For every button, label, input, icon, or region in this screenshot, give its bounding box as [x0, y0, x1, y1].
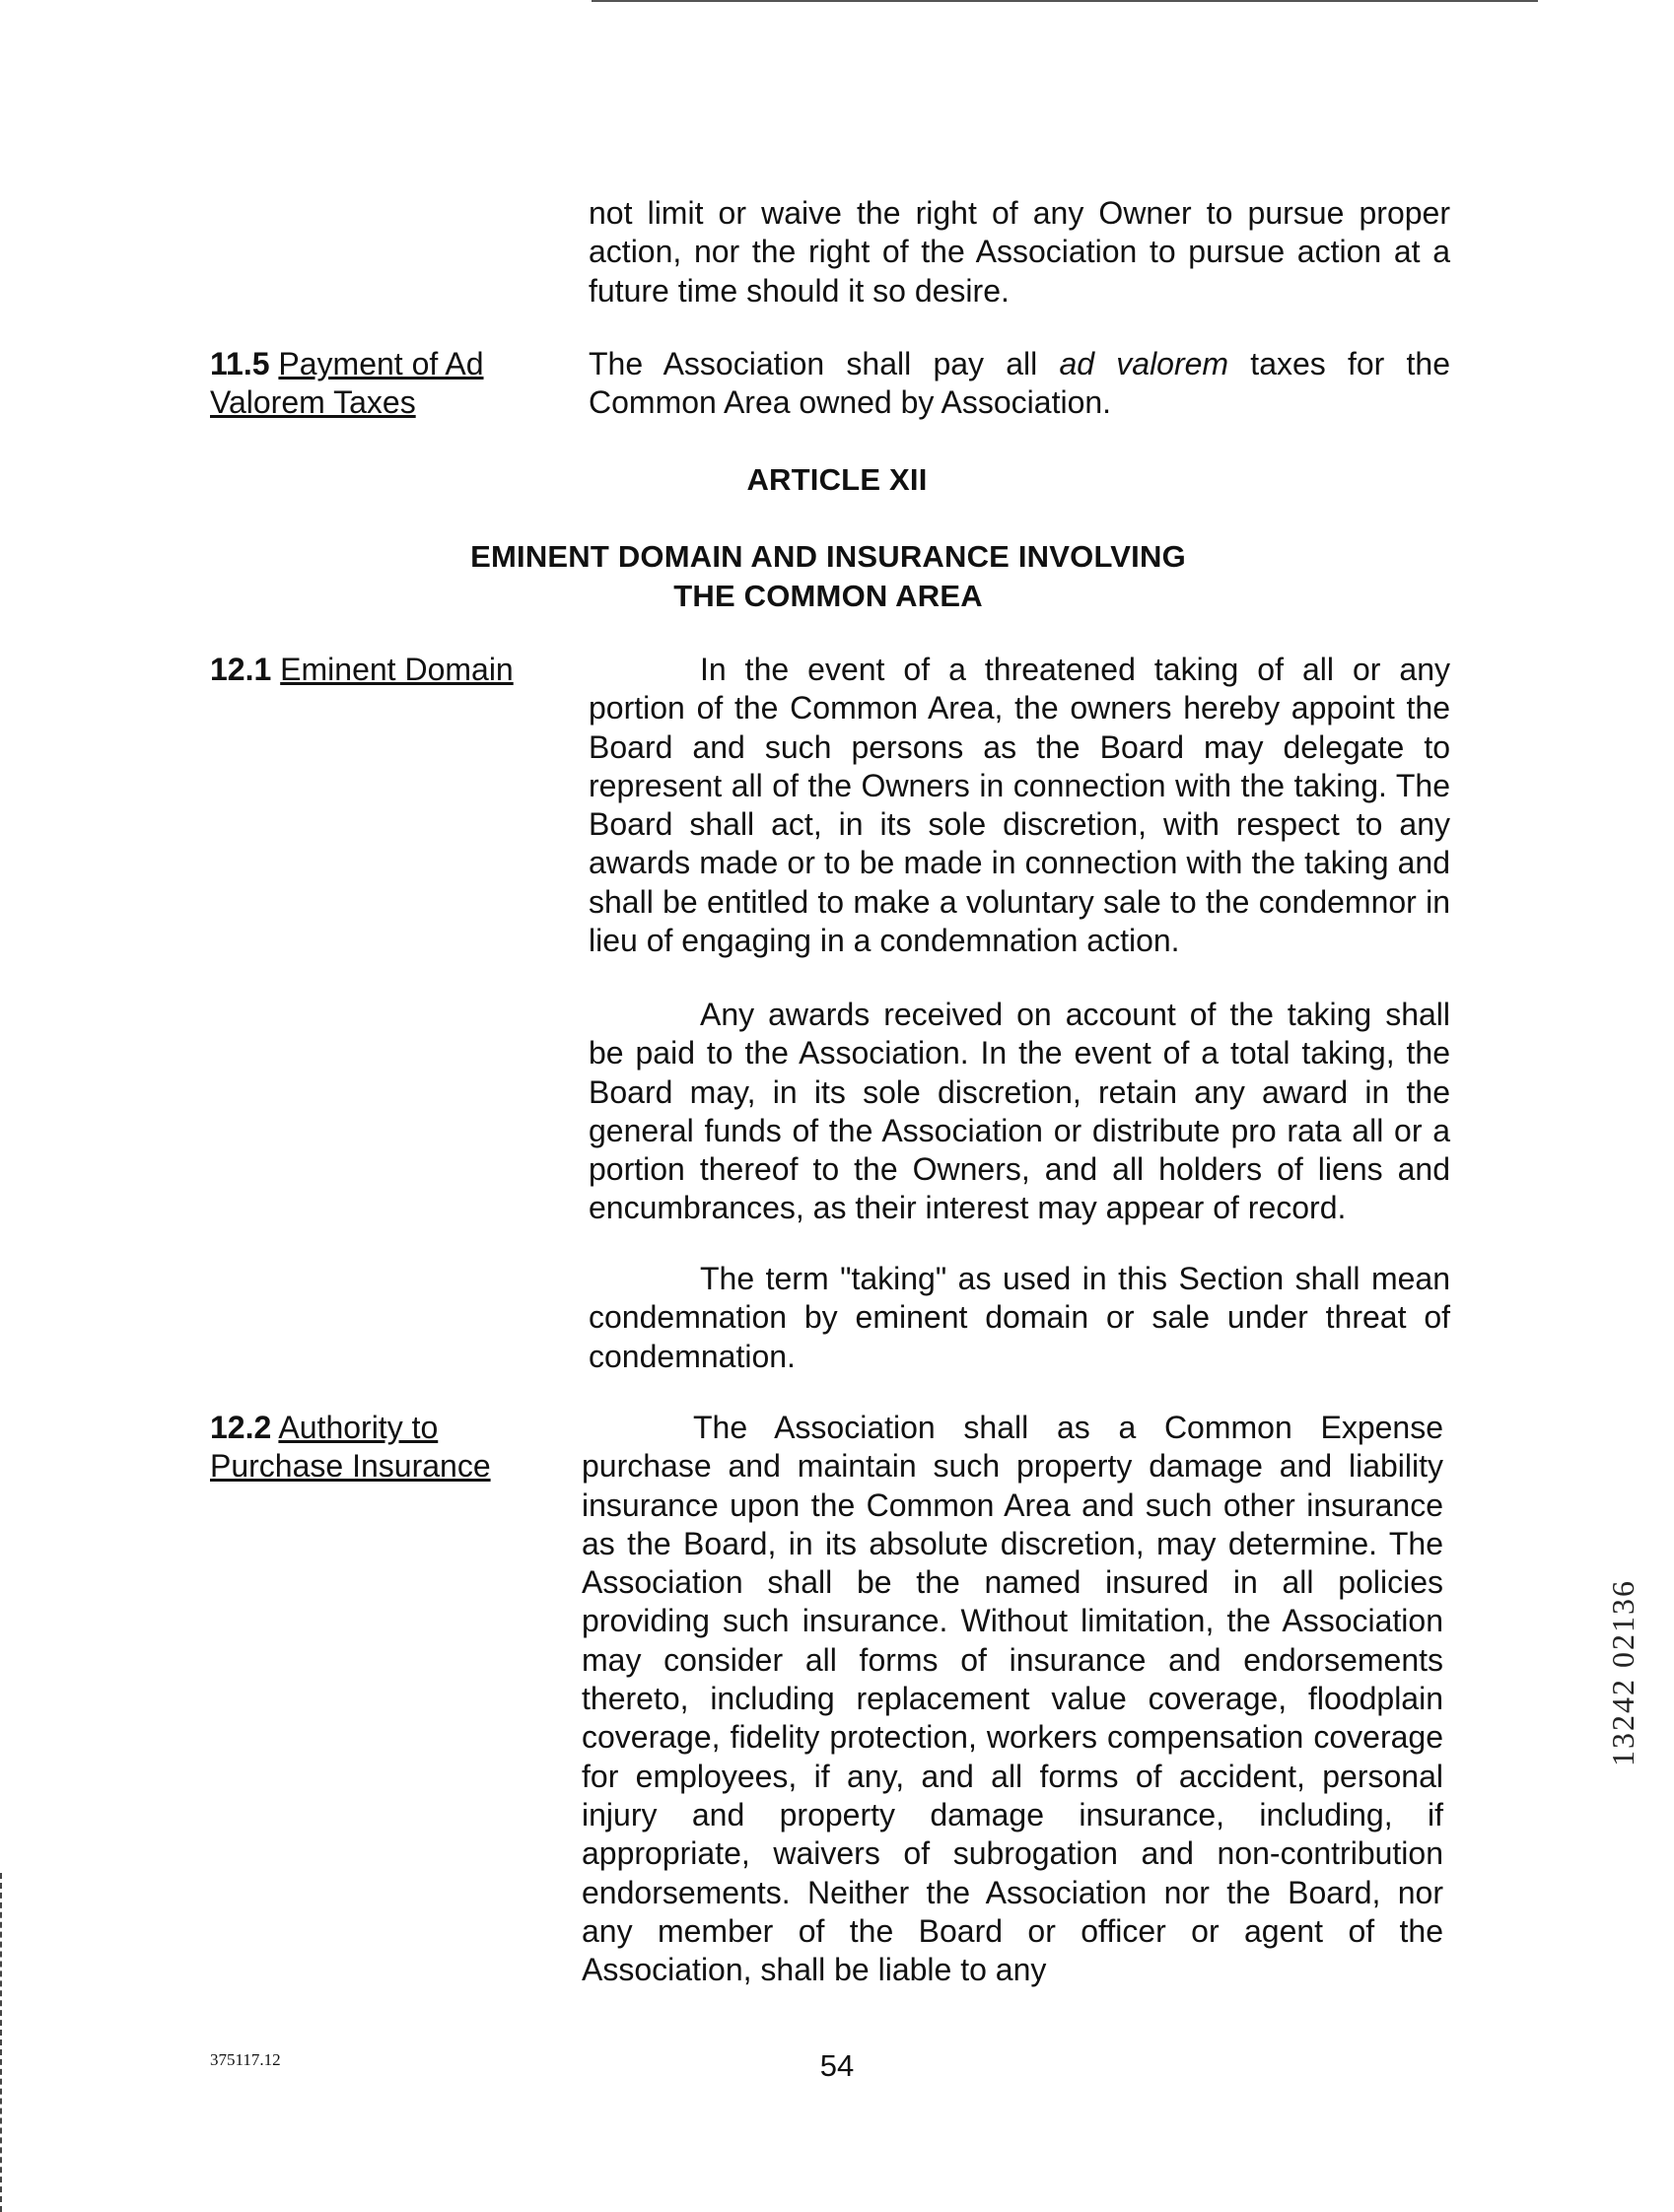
section-11-5-label [210, 345, 525, 423]
text-part: The Association shall pay all [589, 346, 1060, 381]
section-12-1-label [210, 651, 545, 689]
section-title: Authority to Purchase Insurance [210, 1410, 491, 1485]
recording-stamp: 13242 02136 [1605, 1579, 1640, 1766]
section-12-1-paragraph-3: The term "taking" as used in this Section shall mean condemnation by eminent domain or sale under threat of condemnation. [589, 1261, 1450, 1374]
top-continuation-paragraph: not limit or waive the right of any Owner to pursue proper action, nor the right of the Association to pursue action at a future time should it so desire. [589, 195, 1450, 309]
section-12-2-paragraph: The Association shall as a Common Expense purchase and maintain such property damage and liability insurance upon the Common Area and such other insurance as the Board, in its absolute discretion, may determine. The Association shall be the named insured in all policies providing such insurance. Without limitation, the Association may consider all forms of insurance and endorsements thereto, including replacement value coverage, floodplain coverage, fidelity protection, workers compensation coverage for employees, if any, and all forms of accident, personal injury and property damage insurance, including, if appropriate, waivers of subrogation and non-contribution endorsements. Neither the Association nor the Board, nor any member of the Board or officer or agent of the Association, shall be liable to any [582, 1410, 1443, 1988]
section-12-1-paragraph-1: In the event of a threatened taking of all or any portion of the Common Area, the owners hereby appoint the Board and such persons as the Board may delegate to represent all of the Owners in connection with the taking. The Board shall act, in its sole discretion, with respect to any awards made or to be made in connection with the taking and shall be entitled to make a voluntary sale to the condemnor in lieu of engaging in a condemnation action. [589, 652, 1450, 959]
section-12-2-label [210, 1409, 516, 1486]
text-part: taxes for the Common Area owned by Association. [589, 346, 1451, 421]
section-12-1-paragraph-2: Any awards received on account of the taking shall be paid to the Association. In the event of a total taking, the Board may, in its sole discretion, retain any award in the general funds of the Association or distribute pro rata all or a portion thereof to the Owners, and all holders of liens and encumbrances, as their interest may appear of record. [589, 997, 1450, 1226]
scan-edge-line [592, 0, 1538, 2]
section-title: Payment of Ad Valorem Taxes [210, 346, 484, 421]
section-11-5-paragraph [589, 345, 1450, 423]
article-label: ARTICLE XII [746, 462, 928, 497]
section-number: 11.5 [210, 346, 270, 381]
section-number: 12.2 [210, 1410, 272, 1445]
section-title: Eminent Domain [280, 652, 514, 687]
page-number: 54 [819, 2048, 855, 2083]
article-title-line-2: THE COMMON AREA [673, 579, 983, 613]
italic-text: ad valorem [1059, 346, 1229, 381]
section-number: 12.1 [210, 652, 272, 687]
scan-edge-dashes [0, 1873, 2, 2212]
article-title-line-1: EMINENT DOMAIN AND INSURANCE INVOLVING [470, 539, 1186, 574]
document-code: 375117.12 [210, 2050, 281, 2069]
